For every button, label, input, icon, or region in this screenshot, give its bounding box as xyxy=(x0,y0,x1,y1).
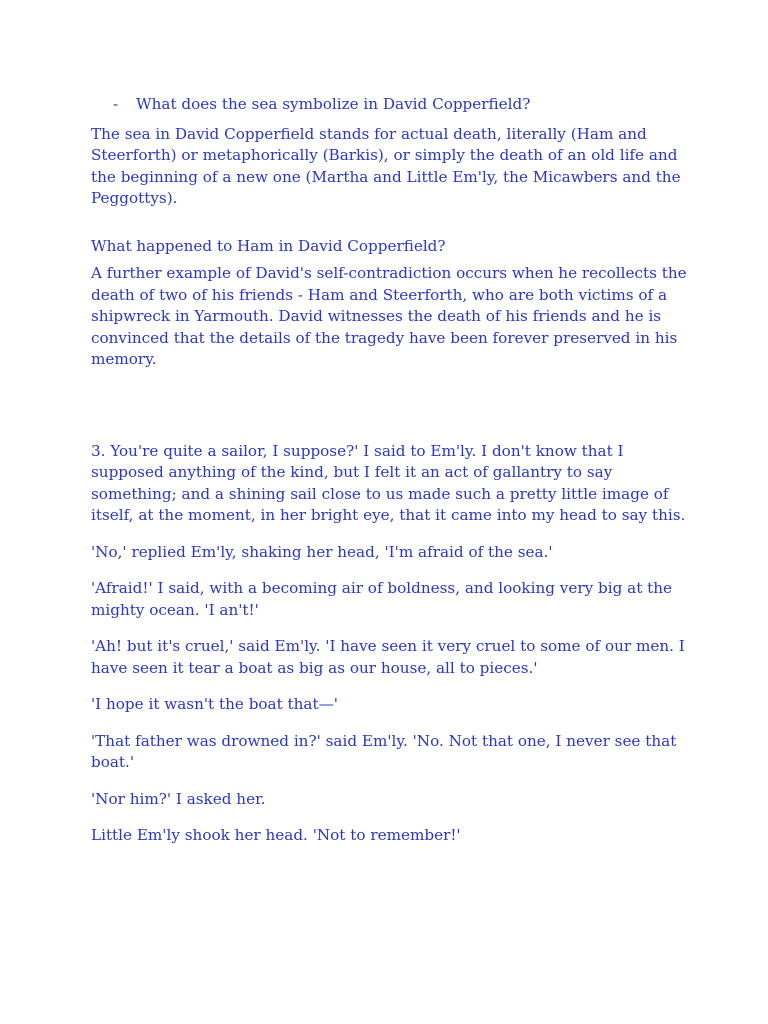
paragraph-quote-cruel: 'Ah! but it's cruel,' said Em'ly. 'I have seen it very cruel to some of our men. I have seen it tear a boat as big as our house, all to pieces.' xyxy=(91,637,685,677)
bullet-question-text: What does the sea symbolize in David Copperfield? xyxy=(136,95,531,113)
paragraph-quote-nor-him: 'Nor him?' I asked her. xyxy=(91,789,266,808)
paragraph-quote-boat: 'I hope it wasn't the boat that—' xyxy=(91,695,338,713)
paragraph-quote-afraid-sea: 'No,' replied Em'ly, shaking her head, 'I'm afraid of the sea.' xyxy=(91,542,553,561)
paragraph-self-contradiction: A further example of David's self-contradiction occurs when he recollects the death of two of his friends - Ham and Steerforth, who are both victims of a shipwreck in Yarmouth. David witnesses the death of his friends and he is convinced that the details of the tragedy have been forever preserved in his memory. xyxy=(91,264,687,368)
paragraph-quote-father: 'That father was drowned in?' said Em'ly. 'No. Not that one, I never see that boat.' xyxy=(91,731,677,771)
bullet-marker: - xyxy=(113,95,119,113)
paragraph-quote-sailor: 3. You're quite a sailor, I suppose?' I said to Em'ly. I don't know that I supposed anything of the kind, but I felt it an act of gallantry to say something; and a shining sail close to us made such a pretty little image of itself, at the moment, in her bright eye, that it came into my head to say this. xyxy=(91,441,686,524)
paragraph-quote-remember: Little Em'ly shook her head. 'Not to remember!' xyxy=(91,826,461,844)
question-ham: What happened to Ham in David Copperfield? xyxy=(91,236,446,255)
document-body xyxy=(91,94,691,847)
paragraph-sea-symbolism: The sea in David Copperfield stands for actual death, literally (Ham and Steerforth) or metaphorically (Barkis), or simply the death of an old life and the beginning of a new one (Martha and Little Em'ly, the Micawbers and the Peggottys). xyxy=(91,124,681,207)
paragraph-quote-afraid: 'Afraid!' I said, with a becoming air of boldness, and looking very big at the mighty ocean. 'I an't!' xyxy=(91,579,673,619)
bullet-question xyxy=(113,94,691,116)
